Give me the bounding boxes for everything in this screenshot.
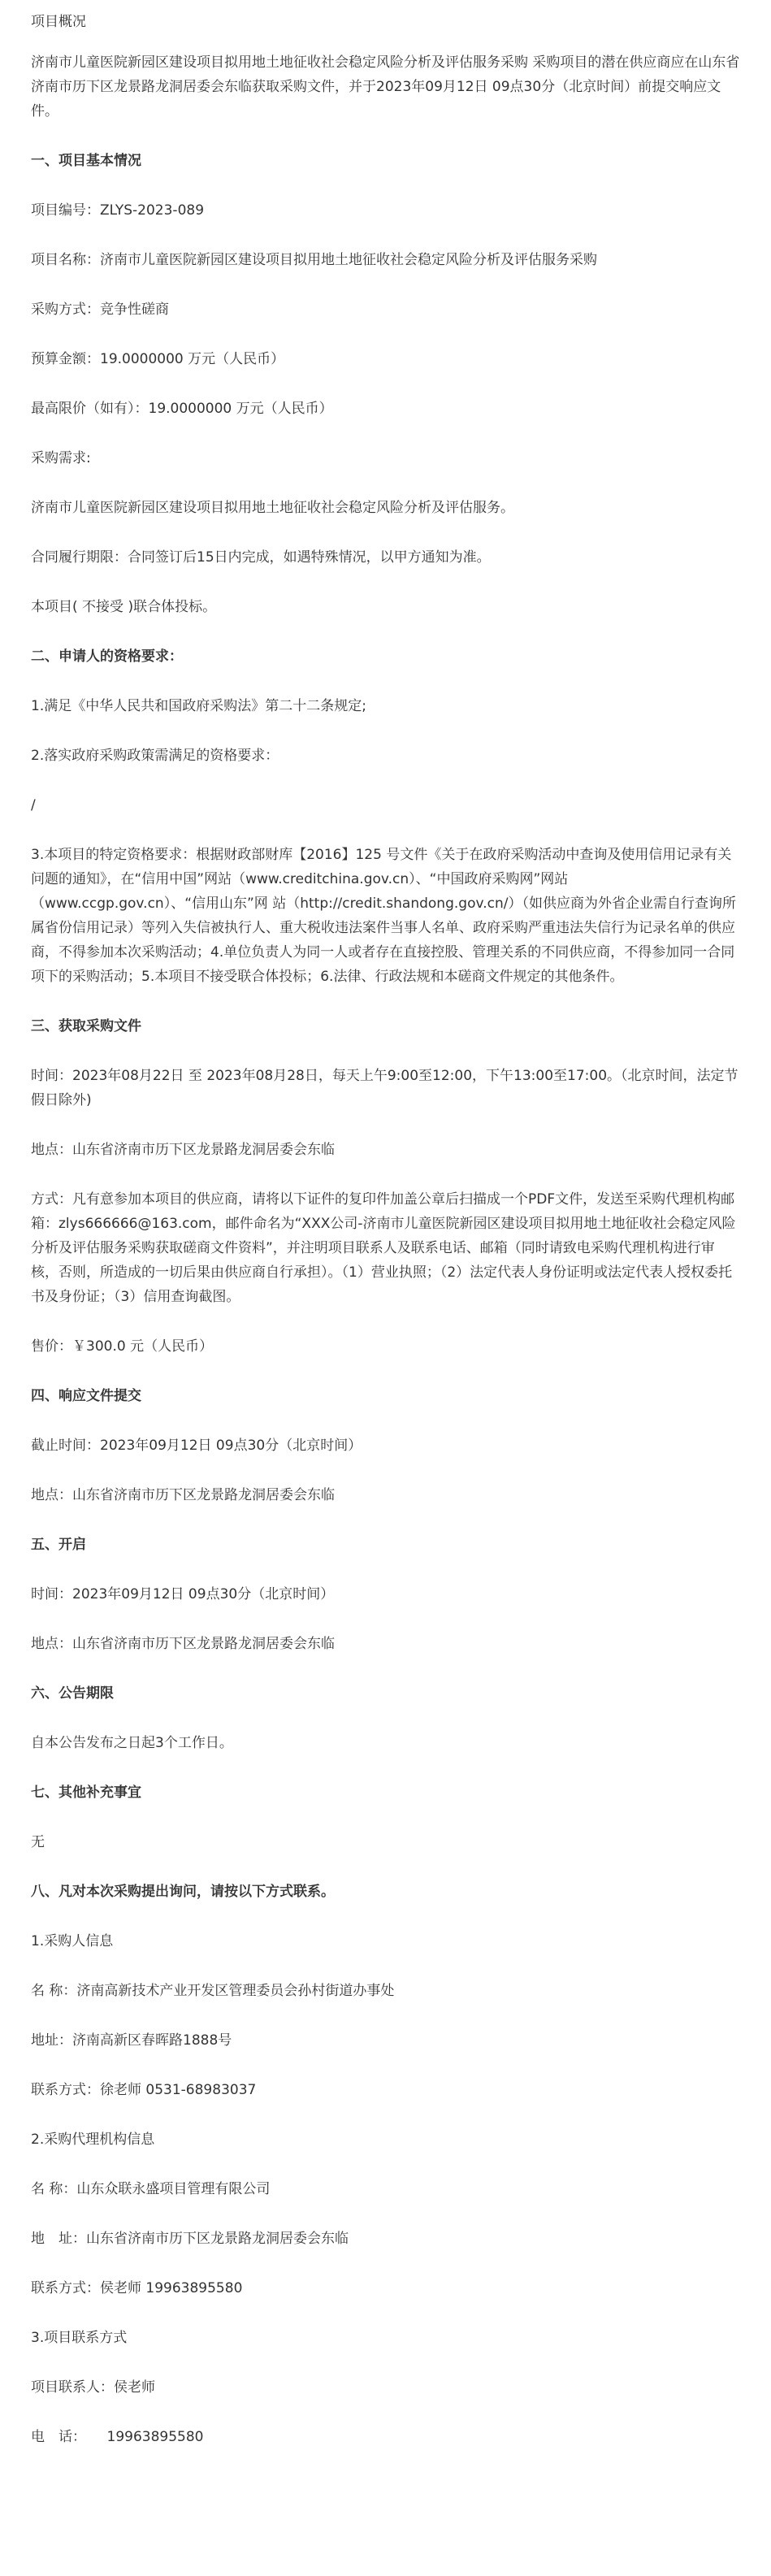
procurement-demand-text: 济南市儿童医院新园区建设项目拟用地土地征收社会稳定风险分析及评估服务。 [31,500,514,516]
budget-amount: 预算金额：19.0000000 万元（人民币） [31,351,285,367]
qualification-requirement-2: 2.落实政府采购政策需满足的资格要求： [31,748,279,764]
purchaser-name: 名 称：济南高新技术产业开发区管理委员会孙村街道办事处 [31,1983,395,1999]
agency-address: 地 址：山东省济南市历下区龙景路龙洞居委会东临 [31,2231,349,2247]
qualification-requirement-3: 3.本项目的特定资格要求：根据财政部财库【2016】125 号文件《关于在政府采购活动中查询及使用信用记录有关问题的通知》，在“信用中国”网站（www.creditchina.gov.cn）、“中国政府采购网”网站（www.ccgp.gov.cn）、“信用山东”网 站（http://credit.shandong.gov.cn/）（如供应商为外省企业需自行查询所属省份信用记录）等列入失信被执行人、重大税收违法案件当事人名单、政府采购严重违法失信行为记录名单的供应商，不得参加本次采购活动；4.单位负责人为同一人或者存在直接控股、管理关系的不同供应商，不得参加同一合同项下的采购活动；5.本项目不接受联合体投标；6.法律、行政法规和本磋商文件规定的其他条件。 [31,847,736,985]
purchaser-info-title: 1.采购人信息 [31,1933,114,1949]
qualification-requirement-2-value: / [31,797,36,813]
project-name: 项目名称：济南市儿童医院新园区建设项目拟用地土地征收社会稳定风险分析及评估服务采购 [31,252,597,268]
section-1-heading: 一、项目基本情况 [31,153,141,169]
agency-name: 名 称：山东众联永盛项目管理有限公司 [31,2181,271,2197]
section-8-heading: 八、凡对本次采购提出询问，请按以下方式联系。 [31,1884,335,1900]
submission-place: 地点：山东省济南市历下区龙景路龙洞居委会东临 [31,1487,335,1503]
document-acquisition-method: 方式：凡有意参加本项目的供应商，请将以下证件的复印件加盖公章后扫描成一个PDF文件，发送至采购代理机构邮箱：zlys666666@163.com，邮件命名为“XXX公司-济南市儿童医院新园区建设项目拟用地土地征收社会稳定风险分析及评估服务采购获取磋商文件资料”，并注明项目联系人及联系电话、邮箱（同时请致电采购代理机构进行审核，否则，所造成的一切后果由供应商自行承担）。（1）营业执照；（2）法定代表人身份证明或法定代表人授权委托书及身份证；（3）信用查询截图。 [31,1191,736,1305]
submission-deadline: 截止时间：2023年09月12日 09点30分（北京时间） [31,1438,362,1454]
document-acquisition-place: 地点：山东省济南市历下区龙景路龙洞居委会东临 [31,1142,335,1158]
purchaser-address: 地址：济南高新区春晖路1888号 [31,2032,232,2049]
section-5-heading: 五、开启 [31,1537,86,1553]
purchaser-contact: 联系方式：徐老师 0531-68983037 [31,2082,257,2098]
procurement-demand-label: 采购需求: [31,450,91,466]
project-contact-title: 3.项目联系方式 [31,2330,128,2346]
announcement-period: 自本公告发布之日起3个工作日。 [31,1735,233,1751]
section-7-heading: 七、其他补充事宜 [31,1785,141,1801]
overview-text: 济南市儿童医院新园区建设项目拟用地土地征收社会稳定风险分析及评估服务采购 采购项目的潜在供应商应在山东省济南市历下区龙景路龙洞居委会东临获取采购文件，并于2023年09月12日 09点30分（北京时间）前提交响应文件。 [31,54,740,119]
maximum-price: 最高限价（如有）：19.0000000 万元（人民币） [31,401,333,417]
project-contact-person: 项目联系人：侯老师 [31,2379,155,2396]
opening-place: 地点：山东省济南市历下区龙景路龙洞居委会东临 [31,1636,335,1652]
section-4-heading: 四、响应文件提交 [31,1388,141,1404]
qualification-requirement-1: 1.满足《中华人民共和国政府采购法》第二十二条规定; [31,698,366,714]
supplementary-matters: 无 [31,1834,45,1850]
section-6-heading: 六、公告期限 [31,1685,114,1702]
procurement-method: 采购方式：竞争性磋商 [31,301,169,318]
contract-period: 合同履行期限：合同签订后15日内完成，如遇特殊情况，以甲方通知为准。 [31,549,491,566]
consortium-note: 本项目( 不接受 )联合体投标。 [31,599,217,615]
document-acquisition-time: 时间：2023年08月22日 至 2023年08月28日，每天上午9:00至12:00，下午13:00至17:00。（北京时间，法定节假日除外) [31,1068,739,1108]
section-3-heading: 三、获取采购文件 [31,1018,141,1034]
project-number: 项目编号：ZLYS-2023-089 [31,202,205,219]
overview-title: 项目概况 [31,14,86,30]
section-2-heading: 二、申请人的资格要求： [31,648,183,665]
document-price: 售价：￥300.0 元（人民币） [31,1338,214,1355]
project-contact-phone: 电 话： 19963895580 [31,2429,204,2445]
agency-info-title: 2.采购代理机构信息 [31,2131,155,2148]
opening-time: 时间：2023年09月12日 09点30分（北京时间） [31,1586,335,1602]
agency-contact: 联系方式：侯老师 19963895580 [31,2280,243,2296]
